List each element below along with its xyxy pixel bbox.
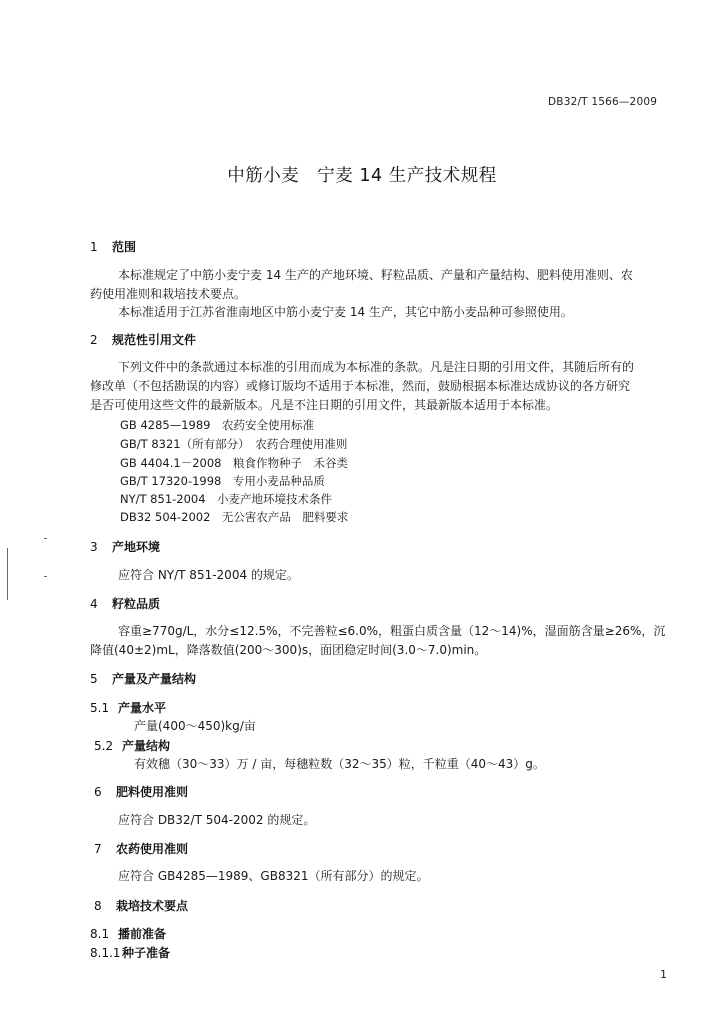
section-title: 栽培技术要点 xyxy=(116,899,189,913)
section-4-heading xyxy=(90,595,160,612)
section-3-heading xyxy=(90,538,160,555)
section-title: 范围 xyxy=(112,240,137,254)
section-number: 5 xyxy=(90,672,98,686)
s2-paragraph-line-3: 是否可使用这些文件的最新版本。凡是不注日期的引用文件，其最新版本适用于本标准。 xyxy=(90,398,559,412)
scan-artifact-line xyxy=(7,548,8,600)
subsection-8-1-heading xyxy=(90,925,166,942)
reference-item: DB32 504-2002 无公害农产品 肥料要求 xyxy=(120,510,349,524)
s4-paragraph-line-1: 容重≥770g/L，水分≤12.5%，不完善粒≤6.0%，粗蛋白质含量（12～14)%，湿面筋含量≥26%，沉 xyxy=(118,624,666,638)
subsection-title: 产量水平 xyxy=(118,701,167,715)
scan-artifact-dot xyxy=(44,538,47,539)
section-5-heading xyxy=(90,670,196,687)
subsection-title: 产量结构 xyxy=(122,739,171,753)
s3-paragraph: 应符合 NY/T 851-2004 的规定。 xyxy=(118,568,299,582)
section-2-heading xyxy=(90,331,196,348)
reference-item: GB 4285—1989 农药安全使用标准 xyxy=(120,418,314,432)
subsection-5-1-heading xyxy=(90,699,166,716)
section-title: 规范性引用文件 xyxy=(112,333,197,347)
standard-code: DB32/T 1566—2009 xyxy=(548,96,658,108)
subsection-title: 播前准备 xyxy=(118,927,167,941)
section-title: 产地环境 xyxy=(112,540,161,554)
section-8-heading xyxy=(94,897,188,914)
reference-item: NY/T 851-2004 小麦产地环境技术条件 xyxy=(120,492,333,506)
section-title: 肥料使用准则 xyxy=(116,785,189,799)
reference-item: GB 4404.1－2008 粮食作物种子 禾谷类 xyxy=(120,456,348,470)
page-number: 1 xyxy=(660,968,667,981)
section-number: 6 xyxy=(94,785,102,799)
s5-1-paragraph: 产量(400～450)kg/亩 xyxy=(134,719,256,733)
s1-paragraph-2: 本标准适用于江苏省淮南地区中筋小麦宁麦 14 生产，其它中筋小麦品种可参照使用。 xyxy=(118,305,573,319)
subsection-5-2-heading xyxy=(94,737,170,754)
section-title: 农药使用准则 xyxy=(116,842,189,856)
s6-paragraph: 应符合 DB32/T 504-2002 的规定。 xyxy=(118,813,316,827)
section-number: 1 xyxy=(90,240,98,254)
subsection-number: 8.1.1 xyxy=(90,946,121,960)
s1-paragraph-1-line-2: 药使用准则和栽培技术要点。 xyxy=(90,287,247,301)
subsection-8-1-1-heading xyxy=(90,944,170,961)
subsection-number: 8.1 xyxy=(90,927,110,941)
subsection-number: 5.1 xyxy=(90,701,110,715)
s1-paragraph-1-line-1: 本标准规定了中筋小麦宁麦 14 生产的产地环境、籽粒品质、产量和产量结构、肥料使用准则、农 xyxy=(118,268,633,282)
s2-paragraph-line-1: 下列文件中的条款通过本标准的引用而成为本标准的条款。凡是注日期的引用文件，其随后所有的 xyxy=(118,360,635,374)
section-number: 2 xyxy=(90,333,98,347)
reference-item: GB/T 8321（所有部分） 农药合理使用准则 xyxy=(120,437,348,451)
s5-2-paragraph: 有效穗（30～33）万 / 亩，每穗粒数（32～35）粒，千粒重（40～43）g。 xyxy=(134,757,545,771)
section-7-heading xyxy=(94,840,188,857)
section-number: 3 xyxy=(90,540,98,554)
s7-paragraph: 应符合 GB4285—1989、GB8321（所有部分）的规定。 xyxy=(118,869,429,883)
section-title: 产量及产量结构 xyxy=(112,672,197,686)
section-6-heading xyxy=(94,783,188,800)
section-number: 7 xyxy=(94,842,102,856)
section-number: 8 xyxy=(94,899,102,913)
section-number: 4 xyxy=(90,597,98,611)
subsection-number: 5.2 xyxy=(94,739,114,753)
subsection-title: 种子准备 xyxy=(122,946,171,960)
section-1-heading xyxy=(90,238,136,255)
s2-paragraph-line-2: 修改单（不包括勘误的内容）或修订版均不适用于本标准，然而，鼓励根据本标准达成协议的各方研究 xyxy=(90,379,631,393)
s4-paragraph-line-2: 降值(40±2)mL，降落数值(200～300)s，面团稳定时间(3.0～7.0)min。 xyxy=(90,643,487,657)
reference-item: GB/T 17320-1998 专用小麦品种品质 xyxy=(120,474,325,488)
section-title: 籽粒品质 xyxy=(112,597,161,611)
scan-artifact-dot xyxy=(44,576,47,577)
document-title: 中筋小麦 宁麦 14 生产技术规程 xyxy=(227,166,497,186)
